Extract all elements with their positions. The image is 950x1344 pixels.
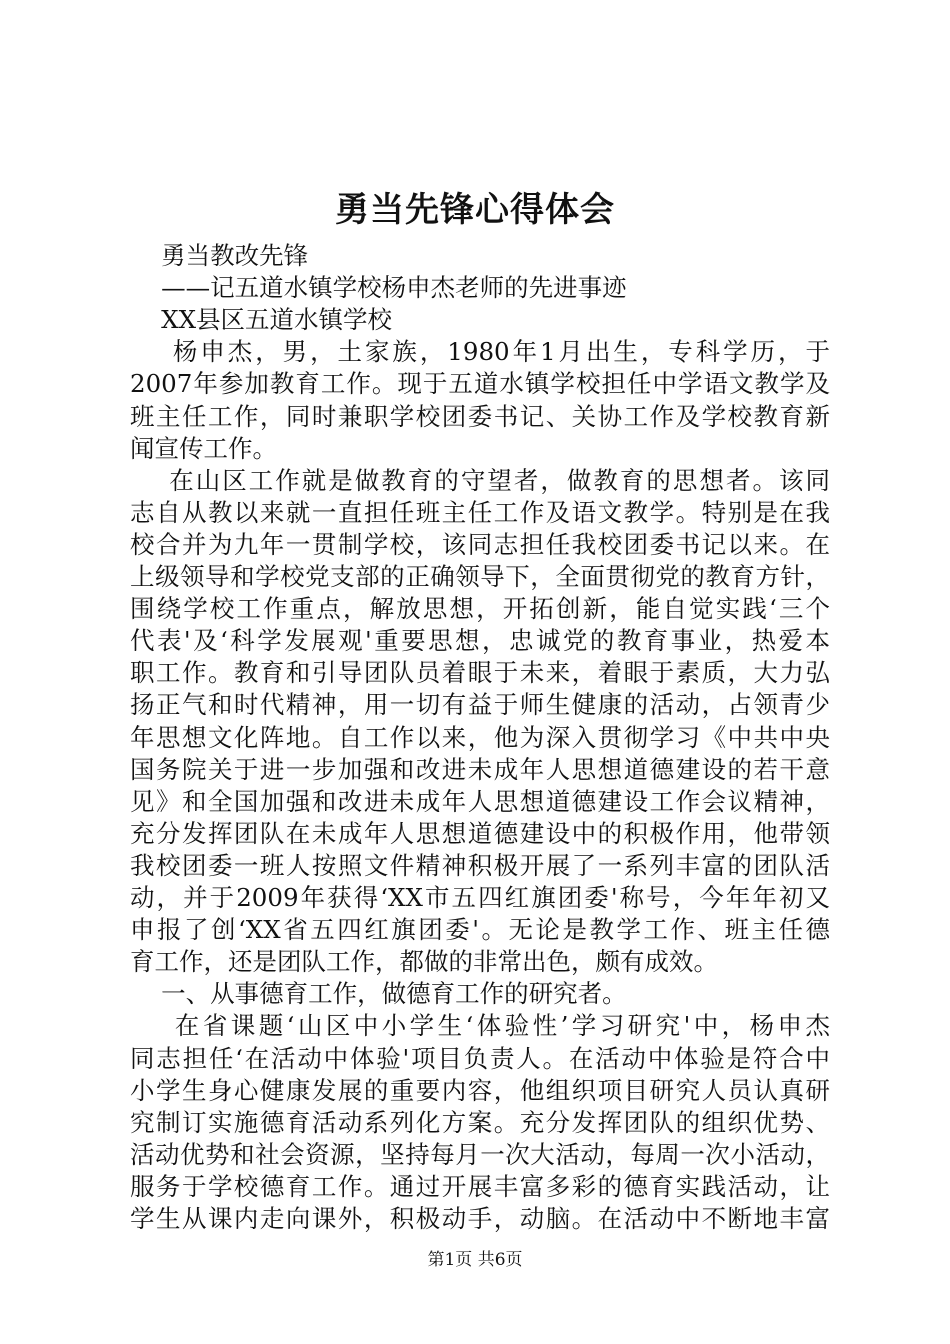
text-line: 学生从课内走向课外，积极动手，动脑。在活动中不断地丰富 <box>130 1204 830 1233</box>
text-line: 扬正气和时代精神，用一切有益于师生健康的活动，占领青少 <box>130 690 830 720</box>
text-line: 班主任工作，同时兼职学校团委书记、关协工作及学校教育新 <box>130 401 830 431</box>
text-line: 充分发挥团队在未成年人思想道德建设中的积极作用，他带领 <box>130 818 830 848</box>
page-footer: 第1页 共6页 <box>427 1250 523 1270</box>
text-line: 2007年参加教育工作。现于五道水镇学校担任中学语文教学及 <box>130 369 830 399</box>
text-line: 在省课题‘山区中小学生‘体验性’学习研究'中，杨申杰 <box>130 1011 830 1041</box>
text-line: 小学生身心健康发展的重要内容，他组织项目研究人员认真研 <box>130 1075 830 1105</box>
text-line: 杨申杰，男，土家族，1980年1月出生，专科学历，于 <box>130 337 830 367</box>
text-line: 我校团委一班人按照文件精神积极开展了一系列丰富的团队活 <box>130 850 830 880</box>
text-line: 见》和全国加强和改进未成年人思想道德建设工作会议精神， <box>130 786 830 816</box>
text-line: 年思想文化阵地。自工作以来，他为深入贯彻学习《中共中央 <box>130 722 830 752</box>
text-line: 服务于学校德育工作。通过开展丰富多彩的德育实践活动，让 <box>130 1171 830 1201</box>
text-line: XX县区五道水镇学校 <box>130 305 393 335</box>
text-line: 上级领导和学校党支部的正确领导下，全面贯彻党的教育方针， <box>130 562 830 591</box>
text-line: 同志担任‘在活动中体验'项目负责人。在活动中体验是符合中 <box>130 1043 830 1073</box>
text-line: 申报了创‘XX省五四红旗团委'。无论是教学工作、班主任德 <box>130 915 830 945</box>
text-line: 育工作，还是团队工作，都做的非常出色，颇有成效。 <box>130 947 718 977</box>
text-line: 活动优势和社会资源，坚持每月一次大活动，每周一次小活动， <box>130 1139 830 1169</box>
text-line: 勇当教改先锋 <box>130 241 309 270</box>
text-line: 闻宣传工作。 <box>130 433 277 463</box>
text-line: 职工作。教育和引导团队员着眼于未来，着眼于素质，大力弘 <box>130 658 830 688</box>
text-line: 围绕学校工作重点，解放思想，开拓创新，能自觉实践‘三个 <box>130 594 830 624</box>
text-line: 志自从教以来就一直担任班主任工作及语文教学。特别是在我 <box>130 497 830 527</box>
text-line: 校合并为九年一贯制学校，该同志担任我校团委书记以来。在 <box>130 529 830 559</box>
text-line: 动，并于2009年获得‘XX市五四红旗团委'称号，今年年初又 <box>130 883 830 912</box>
text-line: 一、从事德育工作，做德育工作的研究者。 <box>130 979 627 1009</box>
text-line: 代表'及‘科学发展观'重要思想，忠诚党的教育事业，热爱本 <box>130 626 830 656</box>
text-line: 在山区工作就是做教育的守望者，做教育的思想者。该同 <box>130 465 830 495</box>
text-line: ——记五道水镇学校杨申杰老师的先进事迹 <box>130 273 627 303</box>
text-line: 究制订实施德育活动系列化方案。充分发挥团队的组织优势、 <box>130 1107 830 1137</box>
document-title: 勇当先锋心得体会 <box>335 190 615 230</box>
text-line: 国务院关于进一步加强和改进未成年人思想道德建设的若干意 <box>130 754 830 784</box>
